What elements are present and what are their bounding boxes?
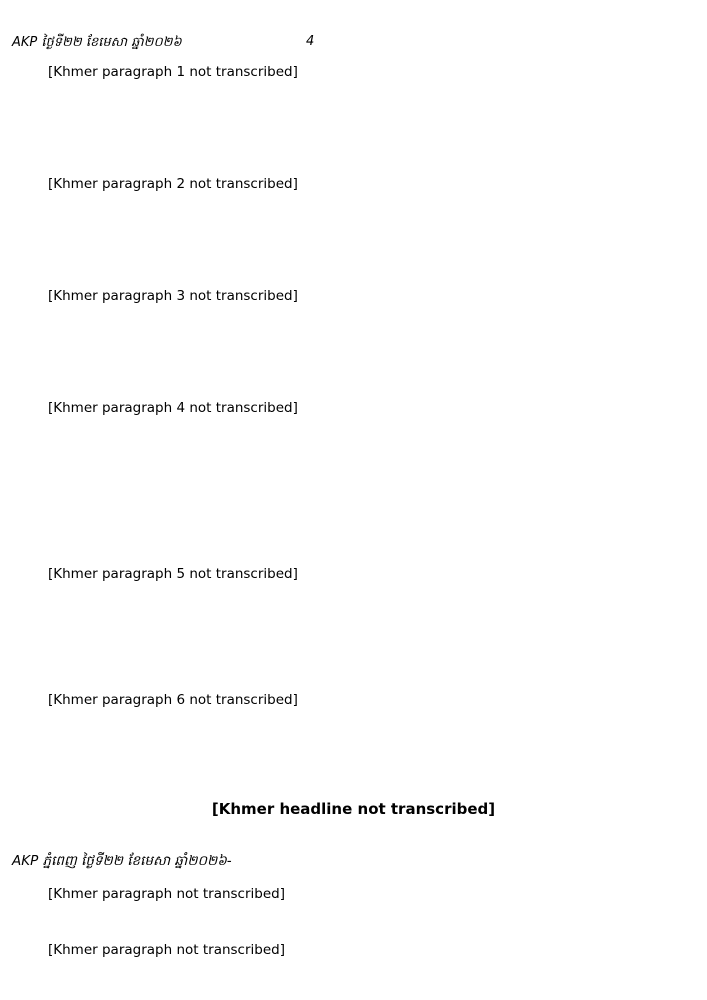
- article-dateline: AKP ភ្នំពេញ ថ្ងៃទី២២ ខែមេសា ឆ្នាំ២០២៦-: [12, 853, 232, 869]
- article-paragraph: [Khmer paragraph 4 not transcribed]: [48, 400, 298, 416]
- article-headline: [Khmer headline not transcribed]: [211, 800, 496, 818]
- page-number: 4: [306, 34, 315, 49]
- page-header: [12, 34, 695, 56]
- article-paragraph: [Khmer paragraph 1 not transcribed]: [48, 64, 298, 80]
- article-paragraph: [Khmer paragraph 2 not transcribed]: [48, 176, 298, 192]
- article-paragraph: [Khmer paragraph 5 not transcribed]: [48, 566, 298, 582]
- article-paragraph: [Khmer paragraph not transcribed]: [48, 886, 285, 902]
- article-paragraph: [Khmer paragraph not transcribed]: [48, 942, 285, 958]
- header-dateline: AKP ថ្ងៃទី២២ ខែមេសា ឆ្នាំ២០២៦: [12, 35, 182, 50]
- article-paragraph: [Khmer paragraph 3 not transcribed]: [48, 288, 298, 304]
- article-paragraph: [Khmer paragraph 6 not transcribed]: [48, 692, 298, 708]
